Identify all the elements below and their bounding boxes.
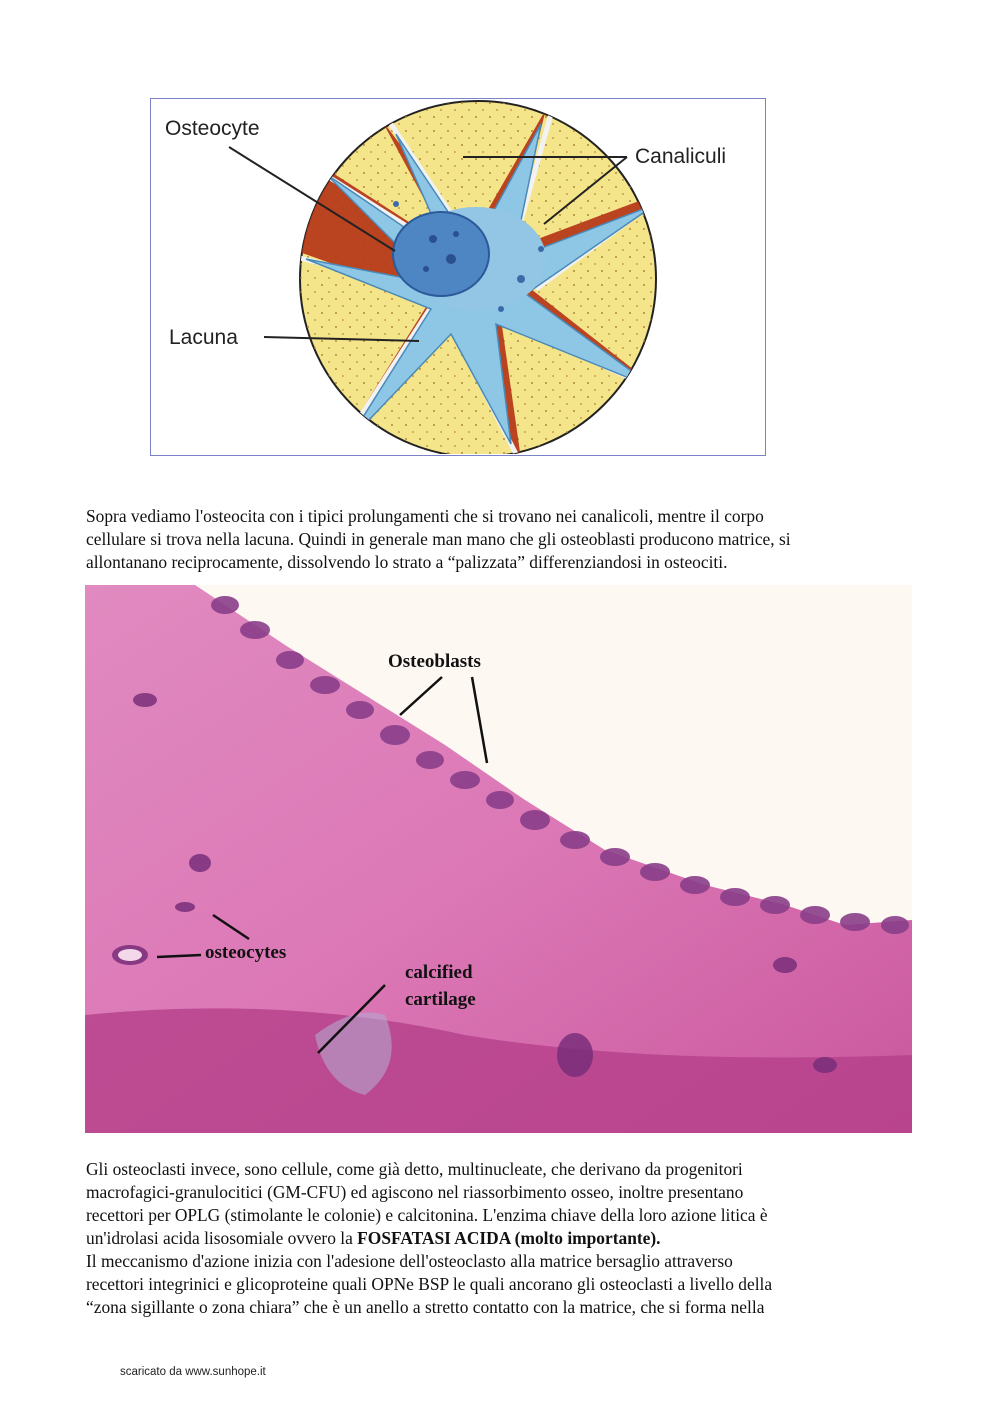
micrograph-illustration — [85, 585, 912, 1133]
paragraph-line: recettori integrinici e glicoproteine quali OPNe BSP le quali ancorano gli osteoclasti a livello della — [86, 1274, 773, 1294]
osteocyte-illustration — [151, 99, 764, 454]
osteocyte-label: Osteocyte — [165, 117, 260, 140]
paragraph-line: macrofagici-granulocitici (GM-CFU) ed agiscono nel riassorbimento osseo, inoltre presentano — [86, 1182, 744, 1202]
paragraph-line: Gli osteoclasti invece, sono cellule, come già detto, multinucleate, che derivano da progenitori — [86, 1159, 743, 1179]
paragraph-line: allontanano reciprocamente, dissolvendo lo strato a “palizzata” differenziandosi in osteociti. — [86, 552, 728, 572]
osteoblasts-label: Osteoblasts — [388, 651, 481, 672]
histology-micrograph — [85, 585, 912, 1133]
calcified-cartilage-label-line1: calcified — [405, 962, 473, 983]
footer-source: scaricato da www.sunhope.it — [120, 1366, 266, 1378]
paragraph-line: “zona sigillante o zona chiara” che è un anello a stretto contatto con la matrice, che si forma nella — [86, 1297, 765, 1317]
canaliculi-label: Canaliculi — [635, 145, 727, 168]
lacuna-label: Lacuna — [169, 326, 238, 349]
paragraph-line — [86, 1227, 916, 1250]
osteocytes-label: osteocytes — [205, 942, 287, 963]
paragraph-line: recettori per OPLG (stimolante le colonie) e calcitonina. L'enzima chiave della loro azione litica è — [86, 1205, 768, 1225]
paragraph-line: cellulare si trova nella lacuna. Quindi in generale man mano che gli osteoblasti producono matrice, si — [86, 529, 791, 549]
fosfatasi-acida-emphasis: FOSFATASI ACIDA (molto importante). — [357, 1228, 661, 1248]
paragraph-line: Il meccanismo d'azione inizia con l'adesione dell'osteoclasto alla matrice bersaglio attraverso — [86, 1251, 733, 1271]
paragraph-line: Sopra vediamo l'osteocita con i tipici prolungamenti che si trovano nei canalicoli, mentre il corpo — [86, 506, 764, 526]
paragraph-osteocyte-description — [86, 505, 916, 574]
paragraph-text: un'idrolasi acida lisosomiale ovvero la — [86, 1228, 358, 1248]
osteocyte-diagram — [150, 98, 766, 456]
calcified-cartilage-label-line2: cartilage — [405, 989, 476, 1010]
paragraph-osteoclast-description — [86, 1158, 916, 1319]
